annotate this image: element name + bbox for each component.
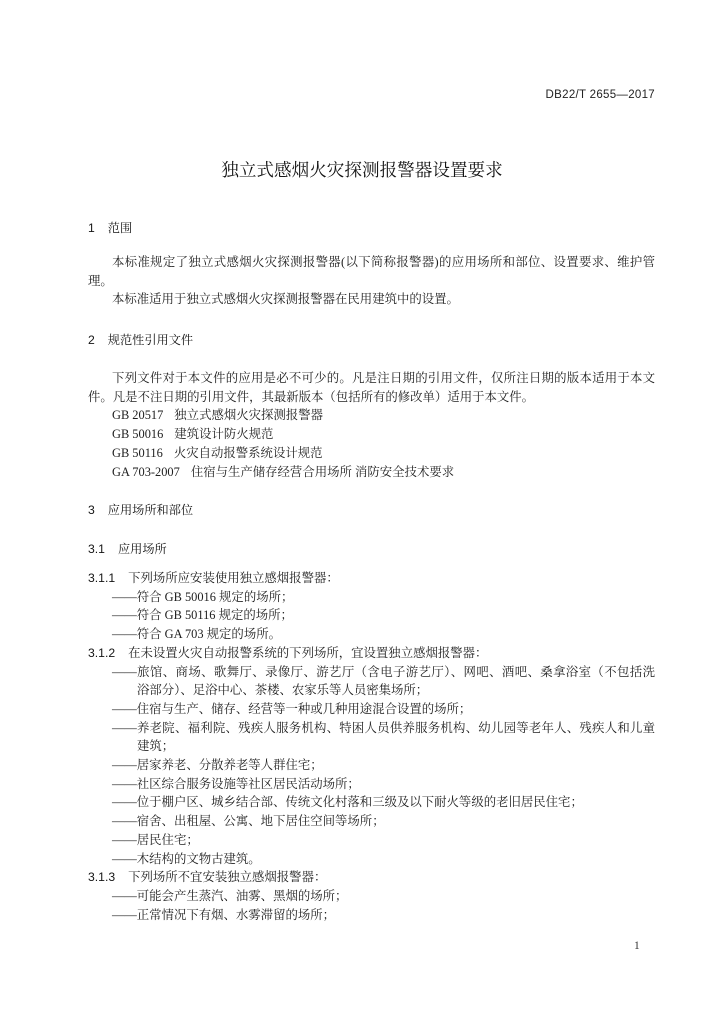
document-title: 独立式感烟火灾探测报警器设置要求: [221, 160, 503, 180]
list-item: ——正常情况下有烟、水雾滞留的场所；: [112, 907, 336, 922]
page-number: 1: [634, 940, 640, 952]
section-2-body: [88, 369, 655, 481]
scope-para-2: 本标准适用于独立式感烟火灾探测报警器在民用建筑中的设置。: [112, 292, 459, 307]
section-2-heading: [88, 331, 655, 350]
list-item-line-1: ——旅馆、商场、歌舞厅、录像厅、游艺厅（含电子游艺厅）、网吧、酒吧、桑拿浴室（不包括洗: [112, 664, 655, 679]
list-item: [88, 719, 655, 756]
list-item-line-1: ——养老院、福利院、残疾人服务机构、特困人员供养服务机构、幼儿园等老年人、残疾人和儿童: [112, 720, 655, 735]
scope-para-1-line-1: 本标准规定了独立式感烟火灾探测报警器(以下简称报警器)的应用场所和部位、设置要求、维护管: [112, 255, 655, 269]
list-item: ——社区综合服务设施等社区居民活动场所；: [112, 776, 360, 791]
reference-title: 建筑设计防火规范: [174, 427, 274, 442]
section-3-number: 3: [88, 503, 95, 517]
reference-code: GB 20517: [112, 408, 164, 423]
list-item: ——符合 GB 50116 规定的场所；: [112, 608, 293, 623]
reference-item: [88, 463, 655, 482]
section-2-title: 规范性引用文件: [107, 333, 194, 347]
clause-3-1-1: [88, 569, 655, 588]
list-item: ——可能会产生蒸汽、油雾、黑烟的场所；: [112, 888, 348, 903]
section-2-number: 2: [88, 333, 95, 347]
list-item: ——符合 GB 50016 规定的场所；: [112, 589, 294, 604]
reference-title: 火灾自动报警系统设计规范: [173, 445, 323, 460]
reference-item: [88, 406, 655, 425]
list-item-line-2: 建筑；: [137, 739, 175, 754]
list-item: ——宿舍、出租屋、公寓、地下居住空间等场所；: [112, 814, 385, 829]
section-1-number: 1: [88, 221, 95, 235]
section-1-heading: [88, 219, 655, 238]
clause-number: 3.1.1: [88, 571, 116, 585]
clause-number: 3.1.2: [88, 645, 116, 660]
list-item: ——符合 GA 703 规定的场所。: [112, 627, 281, 642]
clauses-body: [88, 569, 655, 924]
reference-code: GB 50116: [112, 445, 163, 460]
reference-code: GB 50016: [112, 427, 164, 442]
list-item: ——木结构的文物古建筑。: [112, 851, 261, 866]
list-item-line-2: 浴部分）、足浴中心、茶楼、农家乐等人员密集场所；: [137, 683, 429, 698]
list-item: [88, 663, 655, 700]
list-item: ——位于棚户区、城乡结合部、传统文化村落和三级及以下耐火等级的老旧居民住宅；: [112, 795, 583, 810]
clause-3-1-2: [88, 644, 655, 663]
reference-item: [88, 425, 655, 444]
subsection-3-1-heading: [88, 540, 655, 559]
section-3-heading: [88, 501, 655, 520]
reference-code: GA 703-2007: [112, 464, 180, 479]
reference-title: 独立式感烟火灾探测报警器: [174, 408, 323, 423]
list-item: ——居家养老、分散养老等人群住宅；: [112, 758, 323, 773]
section-3-title: 应用场所和部位: [107, 503, 194, 517]
document-code: DB22/T 2655—2017: [545, 89, 655, 101]
references-para-line-1: 下列文件对于本文件的应用是必不可少的。凡是注日期的引用文件，仅所注日期的版本适用于本文: [112, 371, 655, 385]
clause-number: 3.1.3: [88, 870, 116, 885]
clause-3-1-3: [88, 868, 655, 887]
clause-text: 下列场所应安装使用独立感烟报警器：: [128, 571, 339, 585]
reference-item: [88, 444, 655, 463]
reference-title: 住宿与生产储存经营合用场所 消防安全技术要求: [190, 464, 455, 479]
clause-text: 在未设置火灾自动报警系统的下列场所，宜设置独立感烟报警器：: [128, 645, 488, 660]
section-1-title: 范围: [107, 221, 133, 235]
subsection-3-1-title: 应用场所: [117, 542, 167, 556]
clause-text: 下列场所不宜安装独立感烟报警器：: [128, 870, 327, 885]
list-item: ——居民住宅；: [112, 832, 199, 847]
scope-para-1-line-2: 理。: [88, 273, 113, 288]
references-para-line-2: 件。凡是不注日期的引用文件，其最新版本（包括所有的修改单）适用于本文件。: [88, 389, 535, 404]
list-item: ——住宿与生产、储存、经营等一种或几种用途混合设置的场所；: [112, 701, 472, 716]
section-1-body: [88, 253, 655, 309]
subsection-3-1-number: 3.1: [88, 542, 105, 556]
